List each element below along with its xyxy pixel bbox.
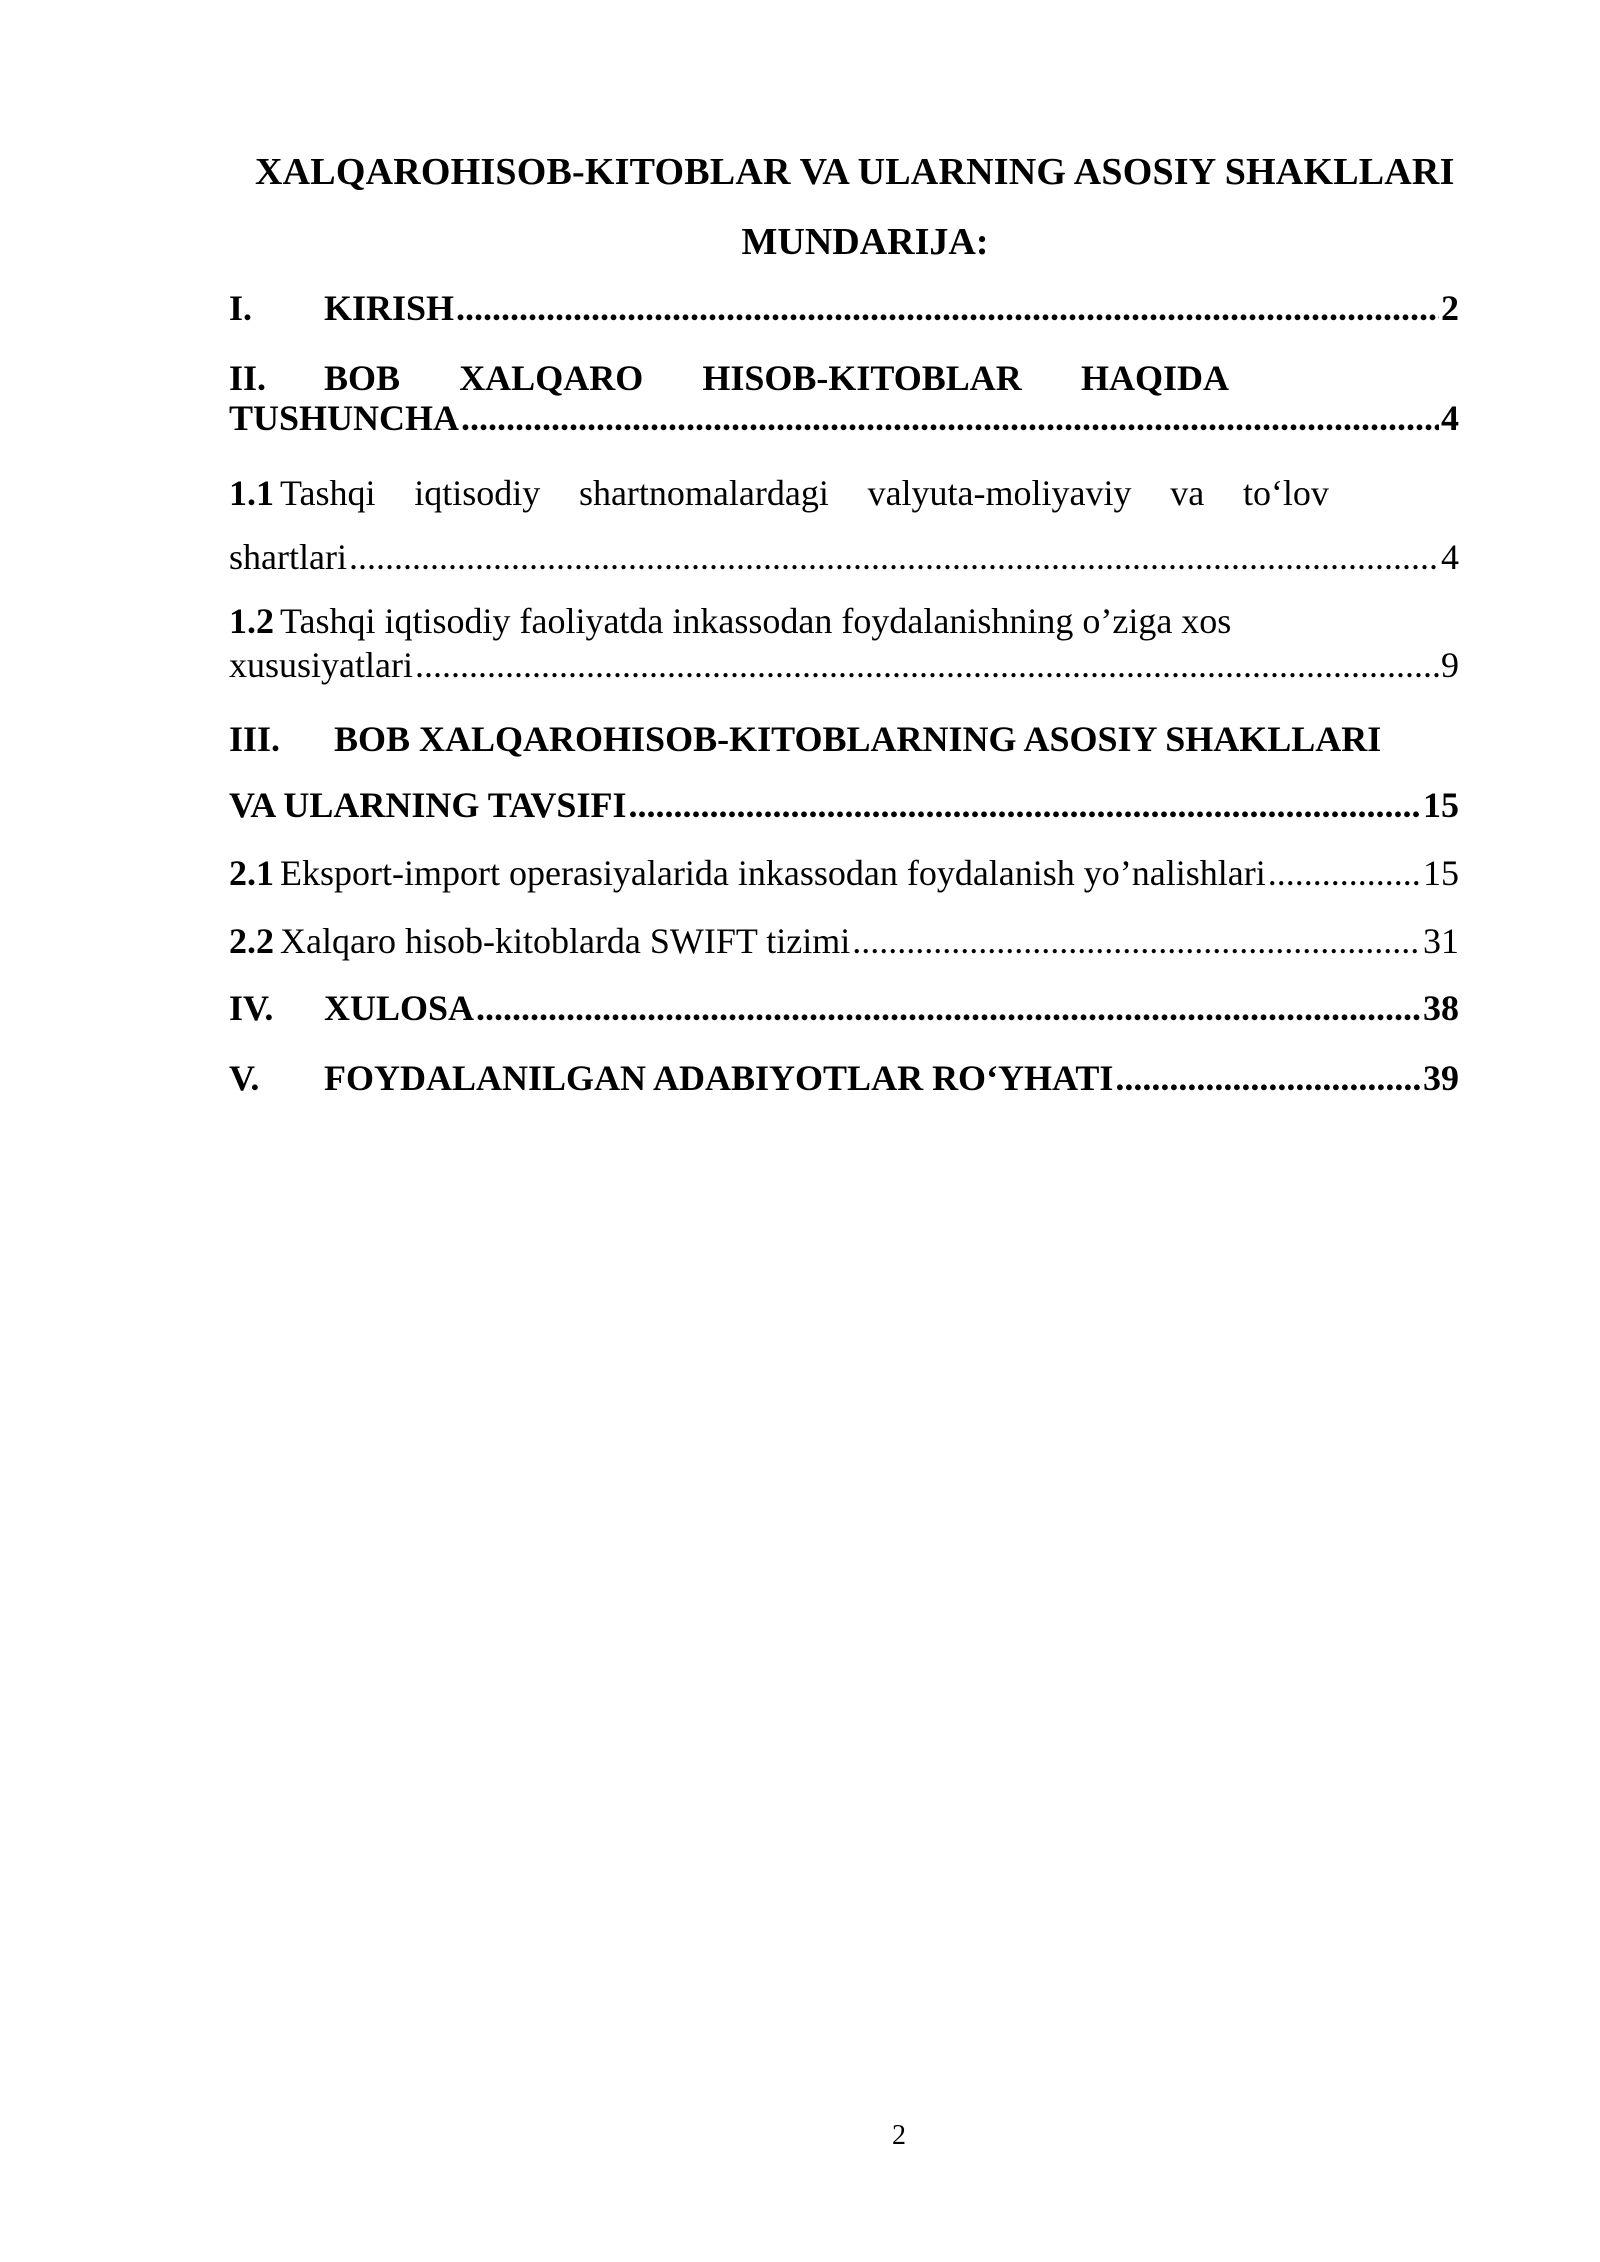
toc-entry-number: II. (229, 358, 267, 398)
toc-leader-dots (415, 642, 1439, 688)
toc-entry-page: 31 (1423, 921, 1459, 961)
toc-leader-dots (1115, 1055, 1421, 1101)
toc-entry-word: BOB (324, 358, 401, 398)
toc-entry-title: KIRISH (324, 288, 455, 328)
toc-entry-title: Xalqaro hisob-kitoblarda SWIFT tizimi (280, 921, 851, 961)
toc-entry-2-2[interactable] (229, 918, 1459, 964)
toc-entry-title-continued: VA ULARNING TAVSIFI (229, 785, 627, 825)
toc-leader-dots (476, 985, 1421, 1031)
toc-entry-word: shartnomalardagi (578, 473, 829, 513)
toc-entry-page: 38 (1423, 988, 1459, 1028)
toc-entry-title: Tashqi iqtisodiy faoliyatda inkassodan foydalanishning o’ziga xos (280, 601, 1232, 641)
toc-entry-number: 2.1 (229, 853, 274, 893)
toc-entry-2-1[interactable] (229, 850, 1459, 896)
toc-entry-title: BOB XALQAROHISOB-KITOBLARNING ASOSIY SHAKLLARI (334, 719, 1382, 759)
toc-leader-dots (1268, 850, 1421, 896)
toc-entry-number: IV. (229, 988, 274, 1028)
toc-entry-word: HAQIDA (1080, 358, 1229, 398)
toc-heading: MUNDARIJA: (741, 221, 989, 263)
toc-entry-adabiyotlar[interactable] (229, 1055, 1459, 1101)
toc-entry-page: 4 (1441, 537, 1459, 577)
toc-entry-title: XULOSA (324, 988, 475, 1028)
toc-entry-title: Eksport-import operasiyalarida inkassodan foydalanish yo’nalishlari (280, 853, 1266, 893)
toc-entry-xulosa[interactable] (229, 985, 1459, 1031)
toc-entry-bob-3[interactable] (229, 716, 1459, 828)
toc-entry-1-2[interactable] (229, 598, 1459, 688)
toc-entry-word: iqtisodiy (414, 473, 541, 513)
toc-entry-page: 39 (1423, 1058, 1459, 1098)
toc-entry-bob-2[interactable] (229, 355, 1459, 441)
toc-entry-title-continued: TUSHUNCHA (229, 398, 460, 438)
toc-entry-word: HISOB-KITOBLAR (702, 358, 1022, 398)
toc-entry-number: 1.2 (229, 601, 274, 641)
toc-leader-dots (349, 534, 1439, 580)
toc-leader-dots (456, 285, 1439, 331)
toc-entry-word: to‘lov (1242, 473, 1329, 513)
toc-entry-page: 2 (1441, 288, 1459, 328)
toc-leader-dots (852, 918, 1421, 964)
toc-entry-kirish[interactable] (229, 285, 1459, 331)
toc-leader-dots (628, 782, 1421, 828)
toc-entry-page: 15 (1423, 853, 1459, 893)
toc-entry-word: XALQARO (459, 358, 644, 398)
toc-entry-number: III. (229, 719, 281, 759)
toc-entry-number: I. (229, 288, 253, 328)
page-number: 2 (892, 2120, 906, 2151)
toc-entry-word: va (1170, 473, 1205, 513)
toc-entry-title-continued: xususiyatlari (229, 645, 413, 685)
toc-entry-page: 4 (1441, 398, 1459, 438)
toc-entry-1-1[interactable] (229, 470, 1459, 580)
toc-entry-number: V. (229, 1058, 260, 1098)
toc-entry-title-continued: shartlari (229, 537, 347, 577)
toc-entry-word: Tashqi (280, 473, 376, 513)
toc-entry-title: FOYDALANILGAN ADABIYOTLAR RO‘YHATI (324, 1058, 1114, 1098)
toc-leader-dots (461, 395, 1439, 441)
toc-entry-page: 9 (1441, 645, 1459, 685)
toc-entry-word: valyuta-moliyaviy (867, 473, 1132, 513)
toc-entry-number: 2.2 (229, 921, 274, 961)
toc-entry-number: 1.1 (229, 473, 274, 513)
toc-entry-page: 15 (1423, 785, 1459, 825)
document-title: XALQAROHISOB-KITOBLAR VA ULARNING ASOSIY SHAKLLARI (255, 151, 1455, 193)
